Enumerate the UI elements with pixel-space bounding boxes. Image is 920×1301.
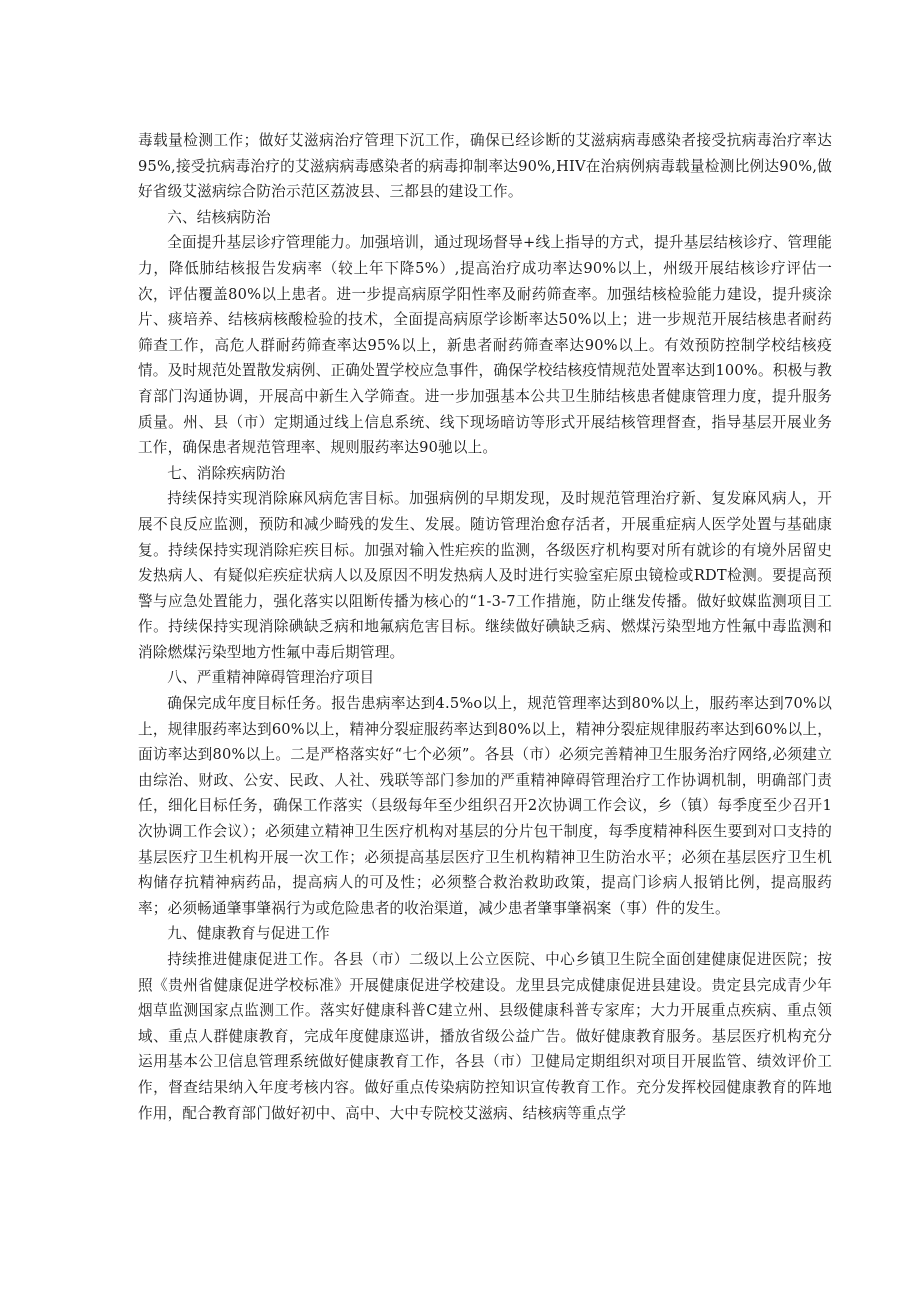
- document-body: [138, 128, 832, 1126]
- heading-tuberculosis: 六、结核病防治: [167, 208, 271, 226]
- heading-disease-elimination: 七、消除疾病防治: [167, 464, 286, 482]
- paragraph-health-education: 持续推进健康促进工作。各县（市）二级以上公立医院、中心乡镇卫生院全面创建健康促进医院；按照《贵州省健康促进学校标准》开展健康促进学校建设。龙里县完成健康促进县建设。贵定县完成青少年烟草监测国家点监测工作。落实好健康科普C建立州、县级健康科普专家库；大力开展重点疾病、重点领域、重点人群健康教育，完成年度健康巡讲，播放省级公益广告。做好健康教育服务。基层医疗机构充分运用基本公卫信息管理系统做好健康教育工作，各县（市）卫健局定期组织对项目开展监管、绩效评价工作，督查结果纳入年度考核内容。做好重点传染病防控知识宣传教育工作。充分发挥校园健康教育的阵地作用，配合教育部门做好初中、高中、大中专院校艾滋病、结核病等重点学: [138, 951, 832, 1122]
- paragraph-tuberculosis: 全面提升基层诊疗管理能力。加强培训，通过现场督导+线上指导的方式，提升基层结核诊疗、管理能力，降低肺结核报告发病率（较上年下降5%）,提高治疗成功率达90%以上，州级开展结核诊疗评估一次，评估覆盖80%以上患者。进一步提高病原学阳性率及耐药筛查率。加强结核检验能力建设，提升痰涂片、痰培养、结核病核酸检验的技术，全面提高病原学诊断率达50%以上；进一步规范开展结核患者耐药筛查工作，高危人群耐药筛查率达95%以上，新患者耐药筛查率达90%以上。有效预防控制学校结核疫情。及时规范处置散发病例、正确处置学校应急事件，确保学校结核疫情规范处置率达到100%。积极与教育部门沟通协调，开展高中新生入学筛查。进一步加强基本公共卫生肺结核患者健康管理力度，提升服务质量。州、县（市）定期通过线上信息系统、线下现场暗访等形式开展结核管理督查，指导基层开展业务工作，确保患者规范管理率、规则服药率达90驰以上。: [138, 234, 832, 457]
- paragraph-aids-continued: 毒载量检测工作；做好艾滋病治疗管理下沉工作，确保已经诊断的艾滋病病毒感染者接受抗病毒治疗率达95%,接受抗病毒治疗的艾滋病病毒感染者的病毒抑制率达90%,HIV在治病例病毒载量检测比例达90%,做好省级艾滋病综合防治示范区荔波县、三都县的建设工作。: [138, 132, 832, 201]
- paragraph-disease-elimination: 持续保持实现消除麻风病危害目标。加强病例的早期发现，及时规范管理治疗新、复发麻风病人，开展不良反应监测，预防和减少畸残的发生、发展。随访管理治愈存活者，开展重症病人医学处置与基础康复。持续保持实现消除疟疾目标。加强对输入性疟疾的监测，各级医疗机构要对所有就诊的有境外居留史发热病人、有疑似疟疾症状病人以及原因不明发热病人及时进行实验室疟原虫镜检或RDT检测。要提高预警与应急处置能力，强化落实以阻断传播为核心的“1-3-7工作措施，防止继发传播。做好蚊媒监测项目工作。持续保持实现消除碘缺乏病和地氟病危害目标。继续做好碘缺乏病、燃煤污染型地方性氟中毒监测和消除燃煤污染型地方性氟中毒后期管理。: [138, 490, 832, 661]
- heading-health-education: 九、健康教育与促进工作: [167, 925, 330, 943]
- heading-mental-health: 八、严重精神障碍管理治疗项目: [167, 669, 375, 687]
- paragraph-mental-health: 确保完成年度目标任务。报告患病率达到4.5%o以上，规范管理率达到80%以上，服药率达到70%以上，规律服药率达到60%以上，精神分裂症服药率达到80%以上，精神分裂症规律服药率达到60%以上，面访率达到80%以上。二是严格落实好“七个必须”。各县（市）必须完善精神卫生服务治疗网络,必须建立由综治、财政、公安、民政、人社、残联等部门参加的严重精神障碍管理治疗工作协调机制，明确部门责任，细化目标任务，确保工作落实（县级每年至少组织召开2次协调工作会议，乡（镇）每季度至少召开1次协调工作会议）；必须建立精神卫生医疗机构对基层的分片包干制度，每季度精神科医生要到对口支持的基层医疗卫生机构开展一次工作；必须提高基层医疗卫生机构精神卫生防治水平；必须在基层医疗卫生机构储存抗精神病药品，提高病人的可及性；必须整合救治救助政策，提高门诊病人报销比例，提高服药率；必须畅通肇事肇祸行为或危险患者的收治渠道，减少患者肇事肇祸案（事）件的发生。: [138, 695, 832, 917]
